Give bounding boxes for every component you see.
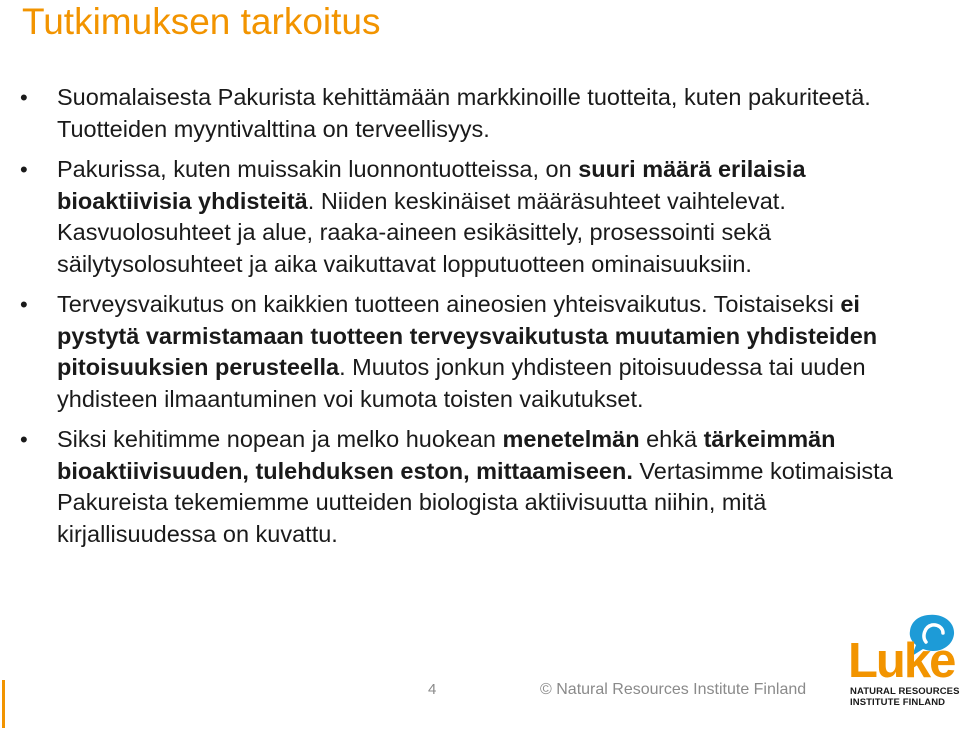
bullet-item (20, 424, 900, 550)
bullet-item (20, 289, 900, 415)
copyright-text: © Natural Resources Institute Finland (540, 681, 807, 698)
bullet-item (20, 154, 900, 280)
bullet-dot-icon: • (20, 157, 28, 182)
bullet-text-bold: tärkeimmän bioaktiivisuuden, tulehduksen eston, mittaamiseen. (57, 426, 836, 484)
slide-title: Tutkimuksen tarkoitus (22, 1, 381, 42)
bullet-text-bold: menetelmän (502, 426, 640, 452)
bullet-dot-icon: • (20, 427, 28, 452)
logo-subtitle (850, 686, 960, 708)
bullet-text-bold: ei pystytä varmistamaan tuotteen terveysvaikutusta muutamien yhdisteiden pitoisuuksien perusteella (57, 291, 878, 380)
bullet-text: . Niiden keskinäiset määräsuhteet vaihtelevat. Kasvuolosuhteet ja alue, raaka-aineen esikäsittely, prosessointi sekä säilytysolosuhteet ja aika vaikuttavat lopputuotteen ominaisuuksiin. (57, 187, 786, 277)
page-number: 4 (428, 681, 437, 698)
bullet-text: . Muutos jonkun yhdisteen pitoisuudessa tai uuden yhdisteen ilmaantuminen voi kumota toisten vaikutukset. (57, 354, 866, 412)
logo-wordmark: Luke (848, 634, 955, 688)
footer-accent-line (2, 680, 5, 728)
bullet-dot-icon: • (20, 85, 28, 110)
bullet-text: ehkä (639, 426, 704, 452)
bullet-text: Siksi kehitimme nopean ja melko huokean (57, 426, 503, 452)
bullet-item (20, 82, 900, 145)
bullet-list (20, 82, 900, 559)
bullet-text: Pakurissa, kuten muissakin luonnontuotteissa, on (57, 156, 579, 182)
logo-subtitle-line1: NATURAL RESOURCES (850, 686, 960, 697)
bullet-text-bold: suuri määrä erilaisia bioaktiivisia yhdisteitä (57, 156, 806, 214)
logo-subtitle-line2: INSTITUTE FINLAND (850, 697, 946, 708)
bullet-text: Terveysvaikutus on kaikkien tuotteen aineosien yhteisvaikutus. Toistaiseksi (57, 291, 841, 317)
bullet-text: Suomalaisesta Pakurista kehittämään markkinoille tuotteita, kuten pakuriteetä. Tuotteiden myyntivalttina on terveellisyys. (57, 84, 871, 142)
bullet-dot-icon: • (20, 292, 28, 317)
bullet-text: Vertasimme kotimaisista Pakureista tekemiemme uutteiden biologista aktiivisuutta niihin, mitä kirjallisuudessa on kuvattu. (57, 457, 893, 547)
